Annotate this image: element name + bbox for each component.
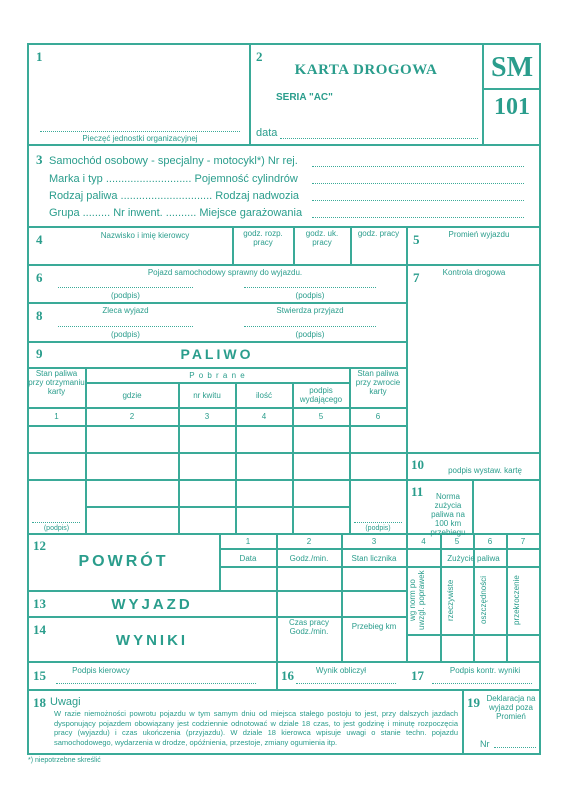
- section-number-6: 6: [36, 270, 43, 285]
- vehicle-line-4: Grupa ......... Nr inwent. .......... Miejsce garażowania: [49, 207, 303, 219]
- divider: [406, 452, 540, 454]
- departure-title: WYJAZD: [111, 596, 193, 613]
- meter-column-header: Stan licznika: [351, 554, 397, 563]
- section-number-12: 12: [33, 538, 46, 553]
- ordered-by-label: Zleca wyjazd: [102, 306, 149, 315]
- section-number-7: 7: [413, 270, 420, 285]
- section-number-14: 14: [33, 622, 46, 637]
- vehicle-line-2: Marka i typ ............................ Pojemność cylindrów: [49, 173, 298, 185]
- declaration-number-field[interactable]: [494, 747, 536, 748]
- section-number-3: 3: [36, 152, 43, 167]
- divider: [27, 689, 541, 691]
- fuel-received-header: Stan paliwa przy otrzymaniu karty: [28, 369, 85, 396]
- garage-place-field[interactable]: [312, 217, 524, 218]
- signature-line[interactable]: [58, 326, 193, 327]
- notes-title: Uwagi: [50, 696, 81, 708]
- fuel-taken-header: P o b r a n e: [189, 371, 246, 380]
- column-number: 2: [129, 412, 135, 421]
- divider: [440, 533, 442, 661]
- registration-field[interactable]: [312, 166, 524, 167]
- divider: [219, 566, 407, 568]
- divider: [27, 302, 407, 304]
- norm-usage-header: wg norm po uwzgl. poprawek: [408, 570, 426, 630]
- divider: [341, 533, 343, 661]
- divider: [472, 479, 474, 534]
- divider: [27, 407, 407, 409]
- section-number-4: 4: [36, 232, 43, 247]
- vehicle-line-3: Rodzaj paliwa .............................. Rodzaj nadwozia: [49, 190, 300, 202]
- series-label: SERIA "AC": [276, 92, 333, 103]
- signature-label: (podpis): [111, 291, 140, 300]
- section-number-18: 18: [33, 695, 46, 710]
- section-number-11: 11: [411, 484, 424, 499]
- results-title: WYNIKI: [115, 632, 189, 649]
- divider: [276, 533, 278, 661]
- vehicle-ok-label: Pojazd samochodowy sprawny do wyjazdu.: [147, 268, 303, 277]
- divider: [506, 533, 508, 661]
- calculated-by-field[interactable]: [296, 683, 396, 684]
- column-number: 3: [204, 412, 210, 421]
- document-title: KARTA DROGOWA: [294, 62, 438, 78]
- vehicle-line-1: Samochód osobowy - specjalny - motocykl*) Nr rej.: [49, 155, 298, 167]
- section-number-8: 8: [36, 308, 43, 323]
- column-number: 6: [487, 537, 493, 546]
- body-type-field[interactable]: [312, 200, 524, 201]
- return-title: POWRÓT: [78, 553, 169, 570]
- stamp-label: Pieczęć jednostki organizacyjnej: [82, 134, 198, 143]
- frame-bottom: [27, 753, 541, 755]
- fuel-quantity-header: ilość: [255, 391, 272, 400]
- road-check-label: Kontrola drogowa: [442, 268, 506, 277]
- form-code-number: 101: [494, 94, 530, 120]
- column-number: 7: [520, 537, 526, 546]
- divider: [27, 144, 541, 146]
- column-number: 3: [371, 537, 377, 546]
- section-number-9: 9: [36, 346, 43, 361]
- hour-column-header: Godz./min.: [289, 554, 329, 563]
- fuel-norm-label: Norma zużycia paliwa na 100 km przebiegu: [430, 492, 466, 537]
- frame-right: [539, 43, 541, 754]
- column-number: 5: [454, 537, 460, 546]
- departure-radius-label: Promień wyjazdu: [448, 230, 510, 239]
- form-code-sm: SM: [491, 52, 533, 83]
- divider: [27, 479, 407, 481]
- divider: [27, 590, 407, 592]
- signature-label: (podpis): [365, 525, 391, 532]
- column-number: 2: [306, 537, 312, 546]
- divider: [85, 382, 350, 384]
- date-field[interactable]: [280, 138, 478, 139]
- fuel-issuer-header: podpis wydającego: [299, 386, 343, 404]
- date-label: data: [256, 127, 278, 139]
- excess-header: przekroczenie: [512, 575, 521, 625]
- frame-top: [27, 43, 541, 45]
- divider: [27, 341, 407, 343]
- mileage-label: Przebieg km: [351, 622, 397, 631]
- driver-name-label: Nazwisko i imię kierowcy: [100, 231, 190, 240]
- notes-text: W razie niemożności powrotu pojazdu w tym samym dniu od miejsca stałego postoju to jest, przy dalszych jazdach dysponujący pojazdem obowiązany jest codziennie odnotować w dziale 18 czas, to jest godzinę i minutę rozpoczęcia pracy (wyjazdu) i czas ukończenia (przyjazdu). W dziale 18 kierowca wpisuje uwagi o stanie techn. pojazdu samochodowego, wydarzenia w drodze, opóźnienia, przestoje, zmiany ogumienia itp.: [54, 709, 458, 747]
- footnote: *) niepotrzebne skreślić: [28, 757, 101, 764]
- work-time-label: Czas pracy Godz./min.: [288, 618, 329, 636]
- start-hours-label: godz. rozp. pracy: [243, 229, 283, 247]
- signature-label: (podpis): [111, 330, 140, 339]
- section-number-13: 13: [33, 596, 46, 611]
- divider: [27, 425, 407, 427]
- divider: [276, 661, 278, 689]
- section-number-1: 1: [36, 49, 43, 64]
- calculated-by-label: Wynik obliczył: [315, 666, 367, 675]
- driver-signature-label: Podpis kierowcy: [72, 666, 130, 675]
- declaration-label: Deklaracja na wyjazd poza Promień: [486, 694, 536, 721]
- actual-usage-header: rzeczywiste: [446, 579, 455, 621]
- fuel-returned-header: Stan paliwa przy zwrocie karty: [355, 369, 401, 396]
- divider: [27, 452, 407, 454]
- signature-label: (podpis): [295, 291, 325, 300]
- divider: [235, 382, 237, 533]
- divider: [406, 634, 540, 636]
- finish-hours-label: godz. uk. pracy: [305, 229, 339, 247]
- column-number: 1: [54, 412, 59, 421]
- column-number: 4: [421, 537, 426, 546]
- section-number-15: 15: [33, 668, 46, 683]
- section-number-5: 5: [413, 232, 420, 247]
- divider: [27, 226, 541, 228]
- signature-line[interactable]: [58, 287, 193, 288]
- results-check-label: Podpis kontr. wyniki: [449, 666, 521, 675]
- driver-signature-field[interactable]: [56, 683, 256, 684]
- divider: [178, 382, 180, 533]
- stamp-line: [40, 131, 240, 132]
- column-number: 4: [261, 412, 267, 421]
- fuel-usage-header: Zużycie paliwa: [447, 554, 500, 563]
- divider: [292, 382, 294, 533]
- divider: [27, 616, 407, 618]
- arrival-confirmed-label: Stwierdza przyjazd: [276, 306, 344, 315]
- signature-line[interactable]: [244, 326, 376, 327]
- section-number-17: 17: [411, 668, 424, 683]
- section-number-16: 16: [281, 668, 294, 683]
- signature-label: (podpis): [43, 525, 70, 532]
- signature-line[interactable]: [354, 522, 402, 523]
- signature-line[interactable]: [244, 287, 376, 288]
- divider: [27, 264, 541, 266]
- divider: [482, 88, 540, 90]
- divider: [85, 506, 350, 508]
- divider: [249, 43, 251, 145]
- fuel-title: PALIWO: [180, 346, 254, 362]
- column-number: 6: [375, 412, 381, 421]
- declaration-number-label: Nr: [480, 739, 490, 749]
- engine-capacity-field[interactable]: [312, 183, 524, 184]
- section-number-19: 19: [467, 695, 480, 710]
- divider: [473, 533, 475, 661]
- work-hours-label: godz. pracy: [357, 229, 400, 238]
- section-number-10: 10: [411, 457, 424, 472]
- fuel-where-header: gdzie: [122, 391, 142, 400]
- column-number: 5: [318, 412, 324, 421]
- fuel-receipt-header: nr kwitu: [193, 391, 221, 400]
- results-check-field[interactable]: [432, 683, 532, 684]
- divider: [27, 661, 541, 663]
- divider: [219, 548, 540, 550]
- section-number-2: 2: [256, 49, 263, 64]
- divider: [462, 689, 464, 754]
- signature-line[interactable]: [32, 522, 80, 523]
- issuer-signature-label: podpis wystaw. kartę: [448, 466, 522, 475]
- column-number: 1: [245, 537, 251, 546]
- date-column-header: Data: [239, 554, 257, 563]
- savings-header: oszczędności: [479, 575, 488, 625]
- signature-label: (podpis): [295, 330, 325, 339]
